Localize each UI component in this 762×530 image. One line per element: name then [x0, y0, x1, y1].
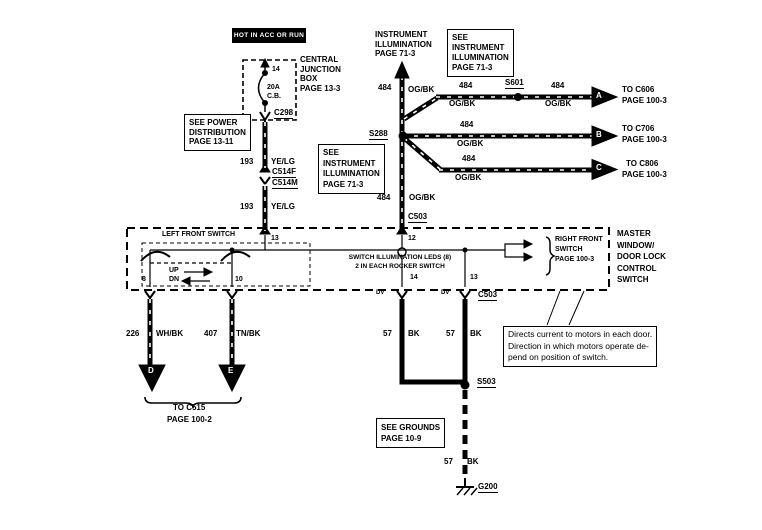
wire-226-num: 226: [126, 329, 140, 338]
pin-13-bottom: 13: [470, 274, 478, 281]
pin-8: 8: [142, 276, 146, 283]
splice-s601: [515, 94, 522, 101]
wire-484-c503-color: OG/BK: [409, 193, 436, 202]
pin-13-top: 13: [271, 235, 279, 242]
instrument-illumination-arrow: [395, 62, 409, 78]
wire-57-ground-color: BK: [467, 457, 479, 466]
master-switch-title: MASTER WINDOW/ DOOR LOCK CONTROL SWITCH: [617, 229, 666, 284]
arrow-e-letter: E: [228, 366, 234, 375]
rocker-contact-left: [141, 252, 170, 261]
to-c806-page: PAGE 100-3: [622, 170, 667, 179]
to-c706-page: PAGE 100-3: [622, 135, 667, 144]
arrow-b-letter: B: [596, 130, 602, 139]
instrument-illumination-destination: INSTRUMENT ILLUMINATION PAGE 71-3: [375, 30, 432, 58]
see-grounds-box: SEE GROUNDS PAGE 10-9: [376, 418, 445, 448]
to-c706: TO C706: [622, 124, 655, 133]
see-instrument-illumination-left-box: SEE INSTRUMENT ILLUMINATION PAGE 71-3: [318, 144, 385, 194]
wire-226-color: WH/BK: [156, 329, 184, 338]
note-callout-right: [569, 291, 584, 325]
wire-193-lower-num: 193: [240, 202, 254, 211]
wire-407-num: 407: [204, 329, 218, 338]
cavity-right: DV: [441, 290, 450, 296]
ground-symbol-g200: [456, 478, 477, 495]
dn-arrow-icon: [182, 277, 190, 285]
up-label: UP: [169, 267, 179, 274]
wire-484-c-color: OG/BK: [455, 173, 482, 182]
splice-s503: [461, 381, 469, 389]
splice-s503-label: S503: [477, 377, 496, 386]
hot-in-acc-flag: HOT IN ACC OR RUN: [232, 28, 306, 43]
arrow-a-letter: A: [596, 91, 602, 100]
to-c515-page: PAGE 100-2: [167, 415, 212, 424]
wire-57-right-color: BK: [470, 329, 482, 338]
ground-wires: [402, 299, 465, 386]
c514m-connector-icon: [260, 177, 270, 184]
splice-s288: [399, 132, 407, 140]
rfs-arrow-top: [524, 240, 532, 248]
arrow-d-letter: D: [148, 366, 154, 375]
pin-12: 12: [408, 235, 416, 242]
wire-484-a-right-num: 484: [551, 81, 565, 90]
wire-484-vert-num: 484: [378, 83, 392, 92]
to-c606: TO C606: [622, 85, 655, 94]
left-front-switch-label: LEFT FRONT SWITCH: [162, 231, 236, 238]
wire-484-a-left-num: 484: [459, 81, 473, 90]
arrow-c-letter: C: [596, 163, 602, 172]
wire-484-a-left-color: OG/BK: [449, 99, 476, 108]
wire-57-right-num: 57: [446, 329, 455, 338]
connector-c298: C298: [274, 108, 294, 117]
connector-c514m: C514M: [272, 178, 298, 187]
to-c606-page: PAGE 100-3: [622, 96, 667, 105]
cjb-rating: 20A: [267, 84, 280, 91]
connector-c503-bottom: C503: [478, 290, 498, 299]
up-arrow-icon: [204, 268, 212, 276]
wire-193-upper-num: 193: [240, 157, 254, 166]
right-front-switch-label: RIGHT FRONT SWITCH PAGE 100-3: [555, 236, 603, 263]
to-c806: TO C806: [626, 159, 659, 168]
note-callout-left: [547, 291, 560, 325]
cavity-left: DV: [376, 290, 385, 296]
wire-57-left-num: 57: [383, 329, 392, 338]
wire-57-left-color: BK: [408, 329, 420, 338]
dn-label: DN: [169, 276, 180, 283]
pin-10: 10: [235, 276, 243, 283]
splice-s288-label: S288: [369, 129, 388, 138]
splice-s601-label: S601: [505, 78, 524, 87]
connector-c514f: C514F: [272, 167, 297, 176]
wire-407-color: TN/BK: [236, 329, 261, 338]
wire-484-c503-num: 484: [377, 193, 391, 202]
wire-193-upper-color: YE/LG: [271, 157, 296, 166]
cjb-fuse-number: 14: [272, 66, 280, 73]
wire-484-c-num: 484: [462, 154, 476, 163]
led-note: SWITCH ILLUMINATION LEDS (8) 2 IN EACH ROCKER SWITCH: [348, 254, 452, 270]
wire-193-lower-color: YE/LG: [271, 202, 296, 211]
wire-484-b-color: OG/BK: [457, 139, 484, 148]
wire-484-vert-color: OG/BK: [408, 85, 435, 94]
wire-484-b-num: 484: [460, 120, 474, 129]
rfs-arrow-bottom: [524, 253, 532, 261]
rfs-bracket: [546, 237, 554, 275]
ground-g200-label: G200: [478, 482, 498, 491]
power-distribution-box: SEE POWER DISTRIBUTION PAGE 13-11: [184, 114, 251, 151]
cjb-name: CENTRAL JUNCTION BOX PAGE 13-3: [300, 55, 341, 93]
connector-c503-top: C503: [408, 212, 428, 221]
to-c515: TO C515: [173, 403, 206, 412]
rocker-contact-right: [221, 252, 250, 261]
cjb-breaker: C.B.: [267, 93, 281, 100]
pin-14: 14: [410, 274, 418, 281]
wire-57-ground-num: 57: [444, 457, 453, 466]
note-box: Directs current to motors in each door. Direction in which motors operate de- pend on position of switch.: [503, 326, 657, 367]
see-instrument-illumination-top-box: SEE INSTRUMENT ILLUMINATION PAGE 71-3: [447, 29, 514, 77]
wire-484-a-right-color: OG/BK: [545, 99, 572, 108]
